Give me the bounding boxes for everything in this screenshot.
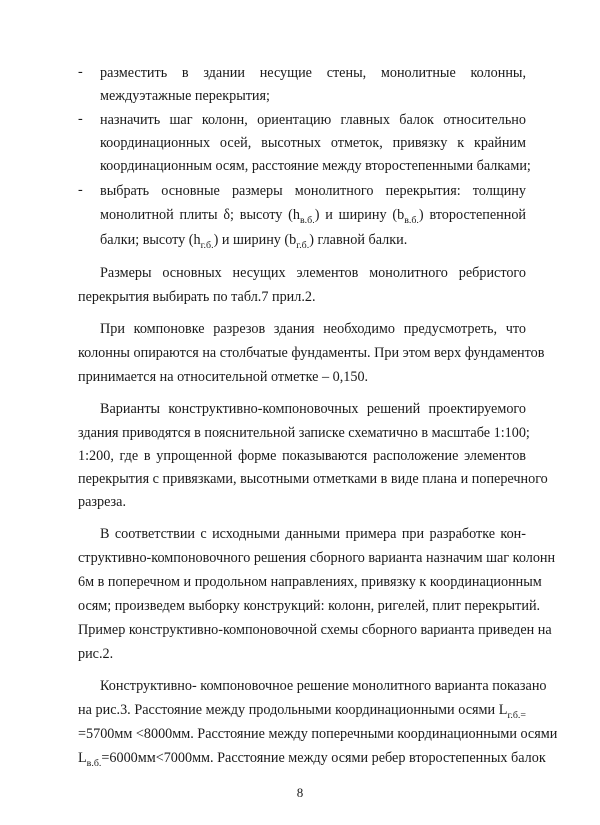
paragraph-3-line-5: разреза. [78, 494, 127, 510]
bullet-2-line-3: координационным осям, расстояние между второстепенными балками; [100, 158, 531, 174]
paragraph-1-line-1: Размеры основных несущих элементов монолитного ребристого [100, 265, 526, 281]
paragraph-3-line-2: здания приводятся в пояснительной записке схематично в масштабе 1:100; [78, 425, 530, 441]
paragraph-3-line-1: Варианты конструктивно-компоновочных решений проектируемого [100, 401, 526, 417]
paragraph-2-line-2: колонны опираются на столбчатые фундаменты. При этом верх фундаментов [78, 345, 545, 361]
paragraph-5-line-1: Конструктивно- компоновочное решение монолитного варианта показано [100, 678, 547, 694]
paragraph-3-line-3: 1:200, где в упрощенной форме показываются расположение элементов [78, 448, 526, 464]
bullet-3-line-2: монолитной плиты δ; высоту $(h_{в.б.})$ и ширину $(b_{в.б.})$ второстепенной [100, 207, 526, 226]
page-number: 8 [296, 785, 304, 800]
bullet-marker: - [78, 111, 83, 127]
paragraph-4-line-6: рис.2. [78, 646, 114, 662]
paragraph-4-line-2: структивно-компоновочного решения сборного варианта назначим шаг колонн [78, 550, 556, 566]
paragraph-2-line-1: При компоновке разрезов здания необходимо предусмотреть, что [100, 321, 526, 337]
bullet-2-line-1: назначить шаг колонн, ориентацию главных балок относительно [100, 112, 526, 128]
bullet-1-line-1: разместить в здании несущие стены, монолитные колонны, [100, 65, 526, 81]
paragraph-5-line-4: $L_{в.б.}=6000мм<7000мм$. Расстояние между осями ребер второстепенных балок [78, 750, 546, 769]
paragraph-5-line-2: на рис.3. Расстояние между продольными координационными осями $L_{г.б.=}$ [78, 702, 526, 721]
paragraph-5-line-3: =5700мм <8000мм. Расстояние между поперечными координационными осями [78, 726, 558, 742]
bullet-2-line-2: координационных осей, высотных отметок, привязку к крайним [100, 135, 526, 151]
paragraph-1-line-2: перекрытия выбирать по табл.7 прил.2. [78, 289, 316, 305]
paragraph-3-line-4: перекрытия с привязками, высотными отметками в виде плана и поперечного [78, 471, 548, 487]
paragraph-4-line-3: 6м в поперечном и продольном направлениях, привязку к координационным [78, 574, 542, 590]
bullet-1-line-2: междуэтажные перекрытия; [100, 88, 270, 104]
paragraph-4-line-4: осям; произведем выборку конструкций: колонн, ригелей, плит перекрытий. [78, 598, 541, 614]
bullet-marker: - [78, 182, 83, 198]
paragraph-4-line-1: В соответствии с исходными данными примера при разработке кон- [100, 526, 526, 542]
paragraph-2-line-3: принимается на относительной отметке – 0,150. [78, 369, 369, 385]
bullet-3-line-3: балки; высоту $(h_{г.б.})$ и ширину $(b_{г.б.})$ главной балки. [100, 232, 408, 251]
bullet-3-line-1: выбрать основные размеры монолитного перекрытия: толщину [100, 183, 526, 199]
paragraph-4-line-5: Пример конструктивно-компоновочной схемы сборного варианта приведен на [78, 622, 552, 638]
bullet-marker: - [78, 64, 83, 80]
